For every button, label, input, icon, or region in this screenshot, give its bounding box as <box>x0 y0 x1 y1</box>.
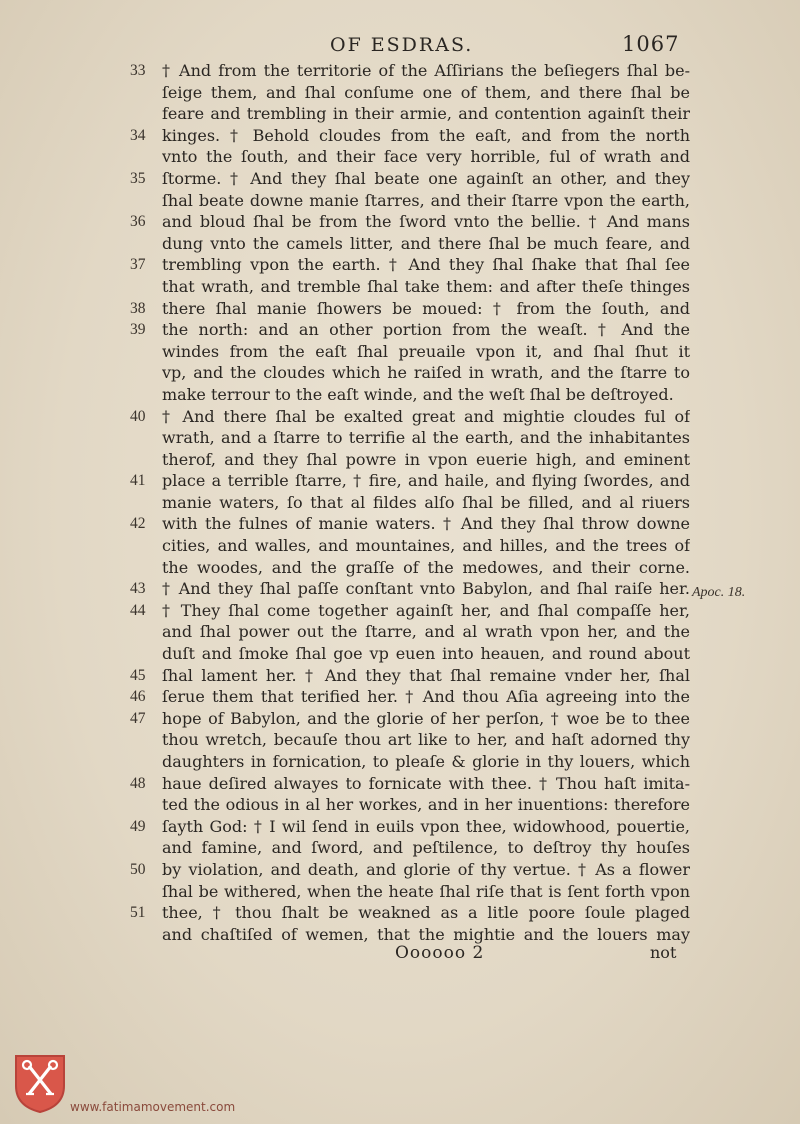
line-text: kinges. † Behold cloudes from the eaſt, and from the north <box>162 125 690 145</box>
papal-keys-emblem-icon <box>12 1052 68 1114</box>
text-line <box>130 146 690 168</box>
line-text: thee, † thou ſhalt be weakned as a litle poore ſoule plaged <box>162 903 690 923</box>
line-text: dung vnto the camels litter, and there ſhal be much feare, and <box>162 233 690 253</box>
line-text: and ſhal power out the ſtarre, and al wrath vpon her, and the <box>162 622 690 642</box>
line-text: ſayth God: † I wil ſend in euils vpon thee, widowhood, pouertie, <box>162 816 690 836</box>
verse-number: 49 <box>130 817 146 835</box>
catchword: not <box>650 943 677 962</box>
line-text: hope of Babylon, and the glorie of her perſon, † woe be to thee <box>162 708 690 728</box>
line-text: ſeige them, and ſhal conſume one of them, and there ſhal be <box>162 82 690 102</box>
text-line <box>130 600 690 622</box>
line-text: that wrath, and tremble ſhal take them: and after theſe thinges <box>162 276 690 296</box>
text-line <box>130 125 690 147</box>
verse-number: 36 <box>130 213 146 231</box>
line-text: windes from the eaſt ſhal preuaile vpon it, and ſhal ſhut it <box>162 341 690 361</box>
text-line <box>130 298 690 320</box>
line-text: duſt and ſmoke ſhal goe vp euen into heauen, and round about <box>162 644 690 664</box>
line-text: and bloud ſhal be from the ſword vnto the bellie. † And mans <box>162 212 690 232</box>
line-text: wrath, and a ſtarre to terrifie al the earth, and the inhabitantes <box>162 428 690 448</box>
text-line <box>130 535 690 557</box>
text-line <box>130 233 690 255</box>
line-text: ſhal lament her. † And they that ſhal remaine vnder her, ſhal <box>162 665 690 685</box>
verse-number: 38 <box>130 299 146 317</box>
verse-number: 37 <box>130 256 146 274</box>
line-text: ſtorme. † And they ſhal beate one againſt an other, and they <box>162 168 690 188</box>
line-text: the north: and an other portion from the weaſt. † And the <box>162 320 690 340</box>
line-text: there ſhal manie ſhowers be moued: † from the ſouth, and <box>162 298 690 318</box>
verse-text-block <box>130 60 690 945</box>
verse-number: 48 <box>130 774 146 792</box>
text-line <box>130 665 690 687</box>
page-number: 1067 <box>622 32 680 56</box>
verse-number: 35 <box>130 169 146 187</box>
text-line <box>130 82 690 104</box>
text-line <box>130 859 690 881</box>
text-line <box>130 729 690 751</box>
text-line <box>130 751 690 773</box>
text-line <box>130 449 690 471</box>
text-line <box>130 384 690 406</box>
verse-number: 43 <box>130 580 146 598</box>
verse-number: 50 <box>130 860 146 878</box>
line-text: make terrour to the eaſt winde, and the weſt ſhal be deſtroyed. <box>162 384 674 404</box>
line-text: therof, and they ſhal powre in vpon euerie high, and eminent <box>162 449 690 469</box>
line-text: vp, and the cloudes which he raiſed in wrath, and the ſtarre to <box>162 363 690 383</box>
verse-number: 39 <box>130 321 146 339</box>
text-line <box>130 319 690 341</box>
page-footer <box>0 943 800 967</box>
text-line <box>130 643 690 665</box>
text-line <box>130 686 690 708</box>
text-line <box>130 492 690 514</box>
line-text: cities, and walles, and mountaines, and hilles, and the trees of <box>162 536 690 556</box>
text-line <box>130 190 690 212</box>
line-text: manie waters, ſo that al fildes alſo ſhal be filled, and al riuers <box>162 492 690 512</box>
line-text: the woodes, and the graſſe of the medowes, and their corne. <box>162 557 690 577</box>
line-text: ted the odious in al her workes, and in her inuentions: therefore <box>162 795 690 815</box>
text-line <box>130 578 690 600</box>
text-line <box>130 341 690 363</box>
marginal-note: Apoc. 18. <box>692 585 746 600</box>
verse-number: 40 <box>130 407 146 425</box>
verse-number: 46 <box>130 688 146 706</box>
line-text: † They ſhal come together againſt her, and ſhal compaſſe her, <box>162 600 690 620</box>
verse-number: 33 <box>130 62 146 79</box>
verse-number: 51 <box>130 904 146 922</box>
text-line <box>130 406 690 428</box>
text-line <box>130 621 690 643</box>
text-line <box>130 773 690 795</box>
line-text: † And there ſhal be exalted great and mightie cloudes ful of <box>162 406 690 426</box>
line-text: daughters in fornication, to pleaſe & glorie in thy louers, which <box>162 752 690 771</box>
line-text: with the fulnes of manie waters. † And they ſhal throw downe <box>162 514 690 534</box>
running-title: OF ESDRAS. <box>330 34 474 56</box>
text-line <box>130 881 690 903</box>
verse-number: 47 <box>130 709 146 727</box>
line-text: † And from the territorie of the Aſſirians the beſiegers ſhal be- <box>162 61 690 80</box>
text-line <box>130 816 690 838</box>
line-text: place a terrible ſtarre, † fire, and haile, and flying ſwordes, and <box>162 471 690 491</box>
line-text: and chaſtiſed of wemen, that the mightie and the louers may <box>162 924 690 944</box>
verse-number: 42 <box>130 515 146 533</box>
text-line <box>130 427 690 449</box>
text-line <box>130 557 690 579</box>
line-text: and famine, and ſword, and peſtilence, to deſtroy thy houſes <box>162 838 690 858</box>
text-line <box>130 103 690 125</box>
text-line <box>130 362 690 384</box>
line-text: by violation, and death, and glorie of thy vertue. † As a flower <box>162 859 690 879</box>
text-line <box>130 211 690 233</box>
line-text: feare and trembling in their armie, and contention againſt their <box>162 104 690 124</box>
verse-number: 34 <box>130 126 146 144</box>
verse-number: 45 <box>130 666 146 684</box>
line-text: trembling vpon the earth. † And they ſhal ſhake that ſhal ſee <box>162 255 690 275</box>
text-line <box>130 708 690 730</box>
verse-number: 41 <box>130 472 146 490</box>
text-line <box>130 168 690 190</box>
watermark-url[interactable]: www.fatimamovement.com <box>70 1100 236 1114</box>
text-line <box>130 470 690 492</box>
text-line <box>130 276 690 298</box>
line-text: vnto the ſouth, and their face very horrible, ful of wrath and <box>162 147 690 167</box>
line-text: ſerue them that terified her. † And thou Aſia agreeing into the <box>162 687 690 707</box>
text-line <box>130 902 690 924</box>
line-text: haue deſired alwayes to fornicate with thee. † Thou haſt imita- <box>162 773 690 793</box>
text-line <box>130 837 690 859</box>
text-line <box>130 513 690 535</box>
line-text: ſhal beate downe manie ſtarres, and their ſtarre vpon the earth, <box>162 190 690 210</box>
signature-mark: Oooooo 2 <box>395 943 485 963</box>
page-header <box>0 30 800 60</box>
text-line <box>130 794 690 816</box>
verse-number: 44 <box>130 601 146 619</box>
line-text: ſhal be withered, when the heate ſhal riſe that is ſent forth vpon <box>162 881 690 901</box>
line-text: thou wretch, becauſe thou art like to her, and haſt adorned thy <box>162 730 690 750</box>
text-line <box>130 254 690 276</box>
text-line <box>130 60 690 82</box>
line-text: † And they ſhal paſſe conſtant vnto Babylon, and ſhal raiſe her. <box>162 579 690 599</box>
